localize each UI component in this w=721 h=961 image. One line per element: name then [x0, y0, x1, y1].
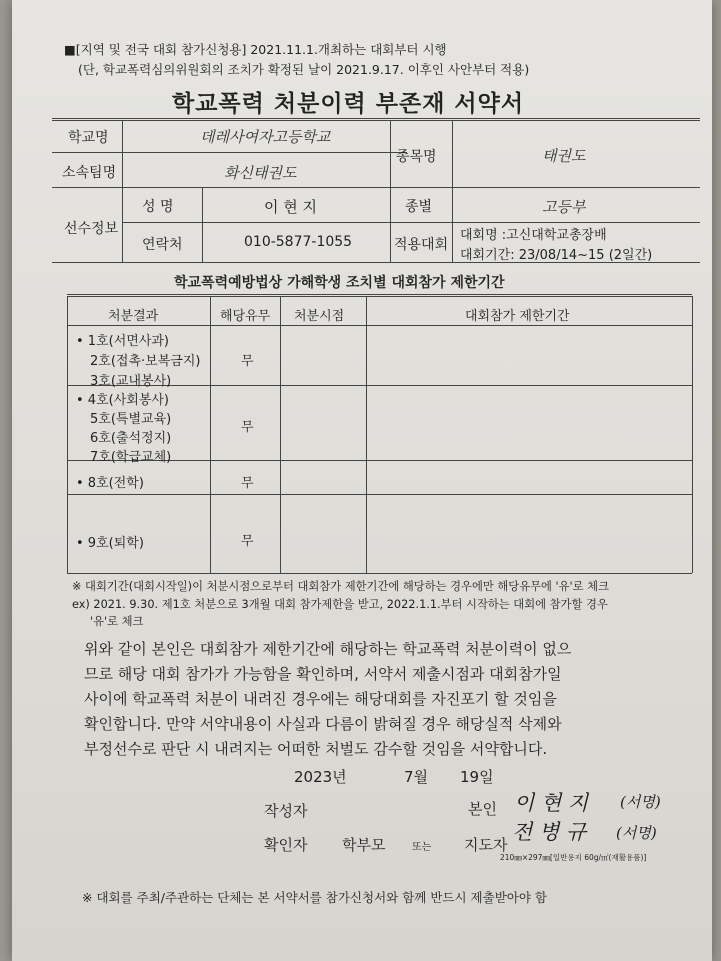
contact-label: 연락처 [142, 237, 183, 253]
coach-label: 지도자 [464, 836, 508, 854]
header-line-2: (단, 학교폭력심의위원회의 조치가 확정된 날이 2021.9.17. 이후인 사안부터 적용) [78, 62, 530, 77]
measure-9: • 9호(퇴학) [76, 536, 144, 551]
event-value: 태권도 [542, 147, 586, 165]
date-month: 7월 [404, 768, 429, 786]
restriction-title: 학교폭력예방법상 가해학생 조치별 대회참가 제한기간 [174, 275, 505, 291]
pledge-line-4: 확인합니다. 만약 서약내용이 사실과 다름이 밝혀질 경우 해당실적 삭제와 [84, 715, 562, 733]
contact-value: 010-5877-1055 [244, 234, 353, 250]
date-day: 19일 [460, 768, 494, 786]
or-label: 또는 [412, 842, 432, 853]
applicable-group-3: 무 [241, 476, 254, 491]
note-line-3: '유'로 체크 [90, 615, 144, 628]
document-title: 학교폭력 처분이력 부존재 서약서 [172, 91, 525, 117]
self-name-handwritten: 이 현 지 [514, 791, 589, 815]
measure-6: 6호(출석정지) [90, 431, 172, 446]
date-year: 2023년 [294, 768, 347, 786]
self-label: 본인 [468, 800, 497, 818]
parent-label: 학부모 [342, 836, 386, 854]
applicable-group-1: 무 [241, 354, 254, 369]
header-period: 대회참가 제한기간 [465, 309, 570, 324]
team-label: 소속팀명 [62, 165, 117, 181]
pledge-line-3: 사이에 학교폭력 처분이 내려진 경우에는 해당대회를 자진포기 할 것임을 [84, 690, 557, 708]
measure-8: • 8호(전학) [76, 476, 144, 491]
note-line-2: ex) 2021. 9.30. 제1호 처분으로 3개월 대회 참가제한을 받고, 2022.1.1.부터 시작하는 대회에 참가할 경우 [72, 598, 608, 611]
document-page [12, 0, 712, 961]
school-value: 데레사여자고등학교 [200, 128, 331, 146]
writer-label: 작성자 [264, 802, 308, 820]
paper-spec: 210㎜×297㎜[일반용지 60g/㎡(재활용품)] [500, 853, 647, 862]
school-label: 학교명 [68, 130, 109, 146]
measure-3: 3호(교내봉사) [90, 374, 172, 389]
name-value: 이 현 지 [264, 198, 318, 216]
pledge-line-1: 위와 같이 본인은 대회참가 제한기간에 해당하는 학교폭력 처분이력이 없으 [84, 640, 572, 658]
pledge-line-2: 므로 해당 대회 참가가 가능함을 확인하며, 서약서 제출시점과 대회참가일 [84, 665, 562, 683]
competition-name: 대회명 :고신대학교총장배 [460, 228, 607, 243]
athlete-info-label: 선수정보 [64, 221, 119, 237]
footer-note: ※ 대회를 주최/주관하는 단체는 본 서약서를 참가신청서와 함께 반드시 제출받아야 함 [82, 890, 547, 905]
coach-signature: (서명) [616, 824, 657, 842]
note-line-1: ※ 대회기간(대회시작일)이 처분시점으로부터 대회참가 제한기간에 해당하는 경우에만 해당유무에 '유'로 체크 [72, 580, 609, 593]
measure-2: 2호(접촉·보복금지) [90, 354, 201, 369]
measure-4: • 4호(사회봉사) [76, 393, 170, 408]
header-time: 처분시점 [294, 309, 345, 324]
competition-period: 대회기간: 23/08/14~15 (2일간) [460, 248, 653, 263]
self-signature: (서명) [620, 793, 661, 811]
category-label: 종별 [405, 199, 433, 215]
applicable-group-4: 무 [241, 534, 254, 549]
confirmer-label: 확인자 [264, 836, 308, 854]
team-value: 화신태권도 [224, 164, 297, 182]
measure-7: 7호(학급교체) [90, 450, 172, 465]
header-result: 처분결과 [108, 309, 159, 324]
name-label: 성 명 [142, 199, 174, 215]
header-applicable: 해당유무 [220, 309, 271, 324]
measure-5: 5호(특별교육) [90, 412, 172, 427]
category-value: 고등부 [542, 198, 586, 216]
coach-name-handwritten: 전 병 규 [512, 820, 587, 844]
header-line-1: ■[지역 및 전국 대회 참가신청용] 2021.11.1.개최하는 대회부터 시행 [64, 42, 447, 57]
event-label: 종목명 [396, 149, 437, 165]
applicable-group-2: 무 [241, 420, 254, 435]
pledge-line-5: 부정선수로 판단 시 내려지는 어떠한 처벌도 감수할 것임을 서약합니다. [84, 740, 548, 758]
competition-label: 적용대회 [394, 237, 449, 253]
measure-1: • 1호(서면사과) [76, 334, 170, 349]
